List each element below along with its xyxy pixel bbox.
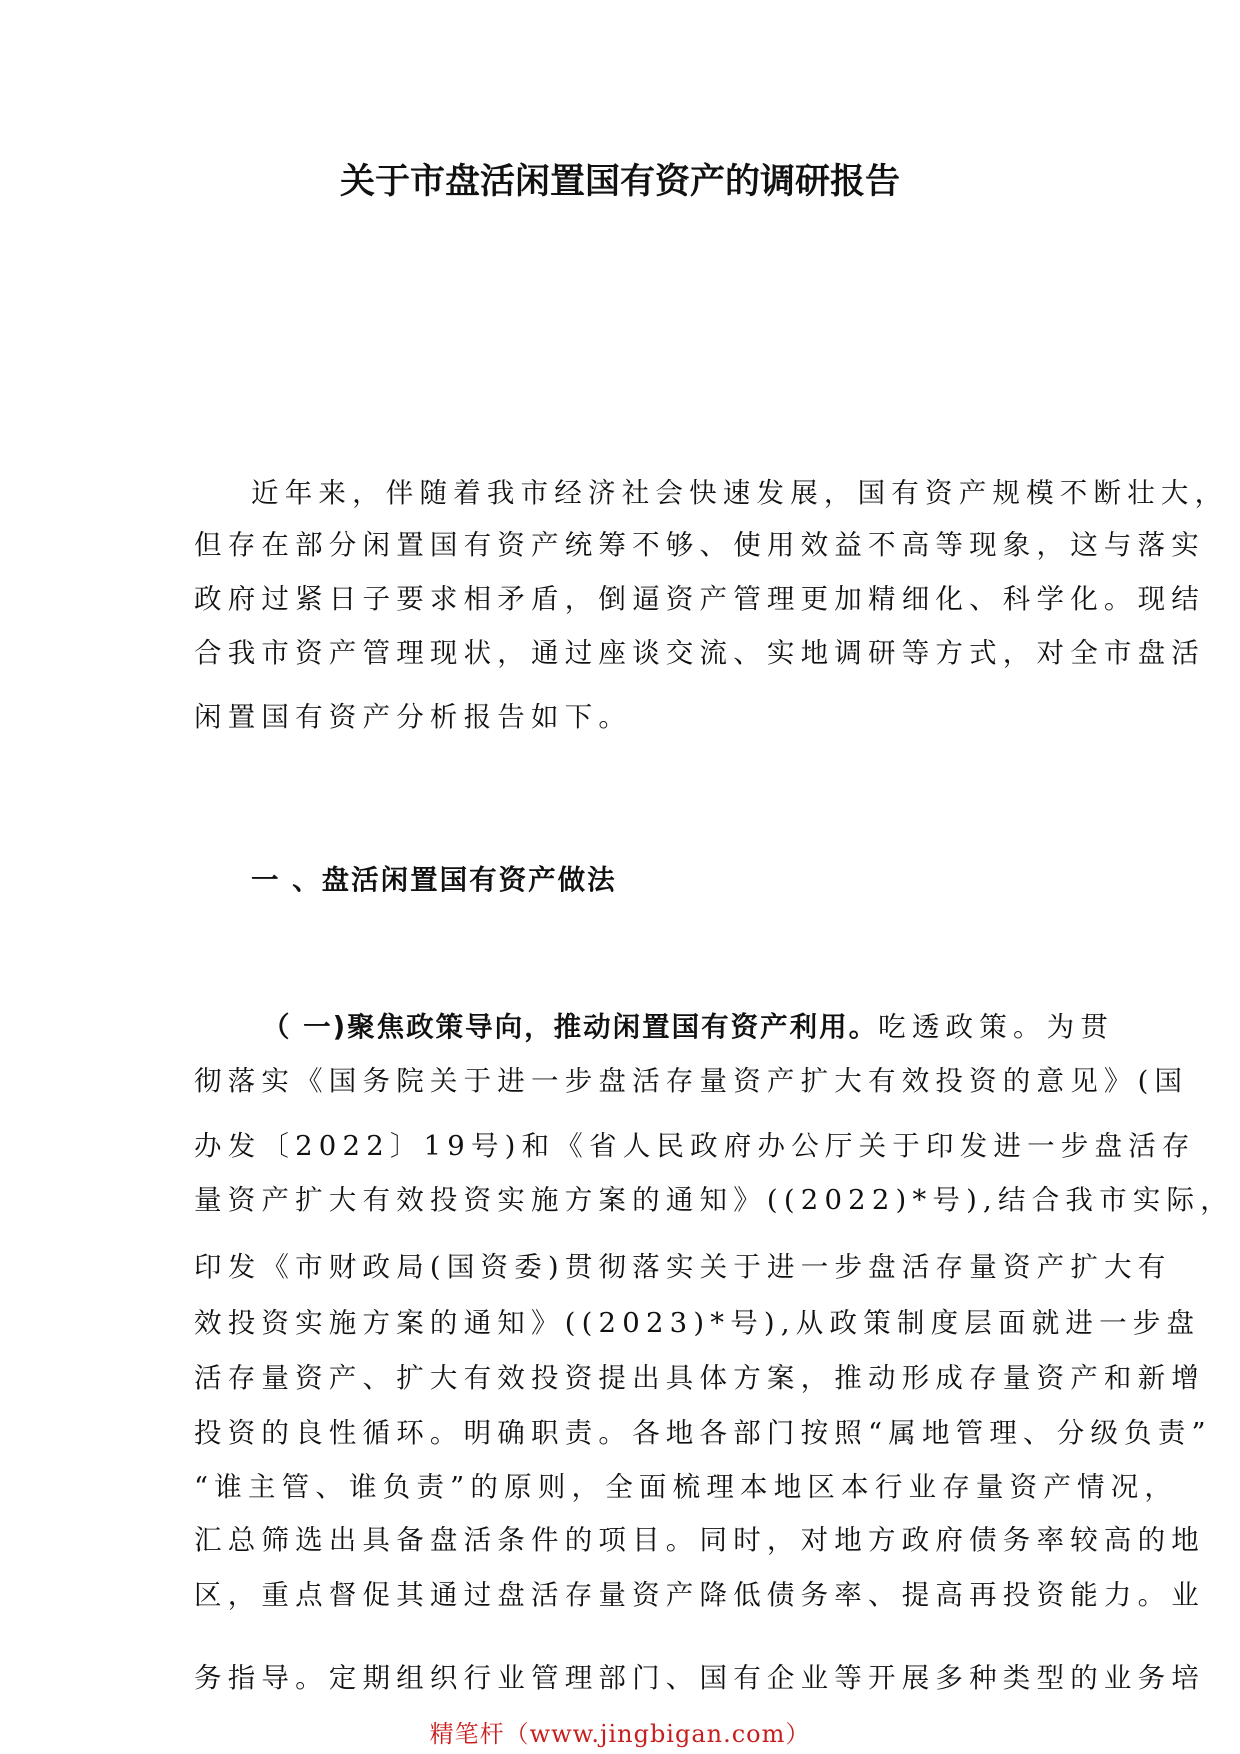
intro-line: 但存在部分闲置国有资产统筹不够、使用效益不高等现象，这与落实: [194, 529, 1205, 561]
para1-line: 务指导。定期组织行业管理部门、国有企业等开展多种类型的业务培: [194, 1662, 1205, 1694]
para1-line: 量资产扩大有效投资实施方案的通知》((2022)*号),结合我市实际，: [194, 1184, 1234, 1216]
para1-first-line: [262, 1004, 1114, 1044]
para1-line: “谁主管、谁负责”的原则，全面梳理本地区本行业存量资产情况，: [194, 1471, 1179, 1503]
footer-watermark: 精笔杆（www.jingbigan.com）: [429, 1720, 811, 1748]
para1-line: 汇总筛选出具备盘活条件的项目。同时，对地方政府债务率较高的地: [194, 1524, 1205, 1556]
para1-line: 印发《市财政局(国资委)贯彻落实关于进一步盘活存量资产扩大有: [194, 1251, 1172, 1283]
para1-line: 活存量资产、扩大有效投资提出具体方案，推动形成存量资产和新增: [194, 1362, 1205, 1394]
para1-line: 彻落实《国务院关于进一步盘活存量资产扩大有效投资的意见》(国: [194, 1065, 1189, 1097]
para1-line: 投资的良性循环。明确职责。各地各部门按照“属地管理、分级负责”: [194, 1417, 1212, 1449]
para1-line: 办发〔2022〕19号)和《省人民政府办公厅关于印发进一步盘活存: [194, 1130, 1196, 1162]
para1-line: 效投资实施方案的通知》((2023)*号),从政策制度层面就进一步盘: [194, 1307, 1201, 1339]
intro-line: 政府过紧日子要求相矛盾，倒逼资产管理更加精细化、科学化。现结: [194, 583, 1205, 615]
section-heading: 一 、盘活闲置国有资产做法: [251, 864, 617, 896]
intro-line: 闲置国有资产分析报告如下。: [194, 701, 633, 733]
document-title: 关于市盘活闲置国有资产的调研报告: [339, 162, 900, 202]
intro-line: 合我市资产管理现状，通过座谈交流、实地调研等方式，对全市盘活: [194, 637, 1205, 669]
para1-first-rest: 吃透政策。为贯: [878, 1011, 1115, 1043]
para1-bold-lead: （ 一)聚焦政策导向，推动闲置国有资产利用。: [262, 1011, 879, 1043]
intro-line: 近年来，伴随着我市经济社会快速发展，国有资产规模不断壮大，: [251, 477, 1229, 509]
para1-line: 区，重点督促其通过盘活存量资产降低债务率、提高再投资能力。业: [194, 1579, 1205, 1611]
